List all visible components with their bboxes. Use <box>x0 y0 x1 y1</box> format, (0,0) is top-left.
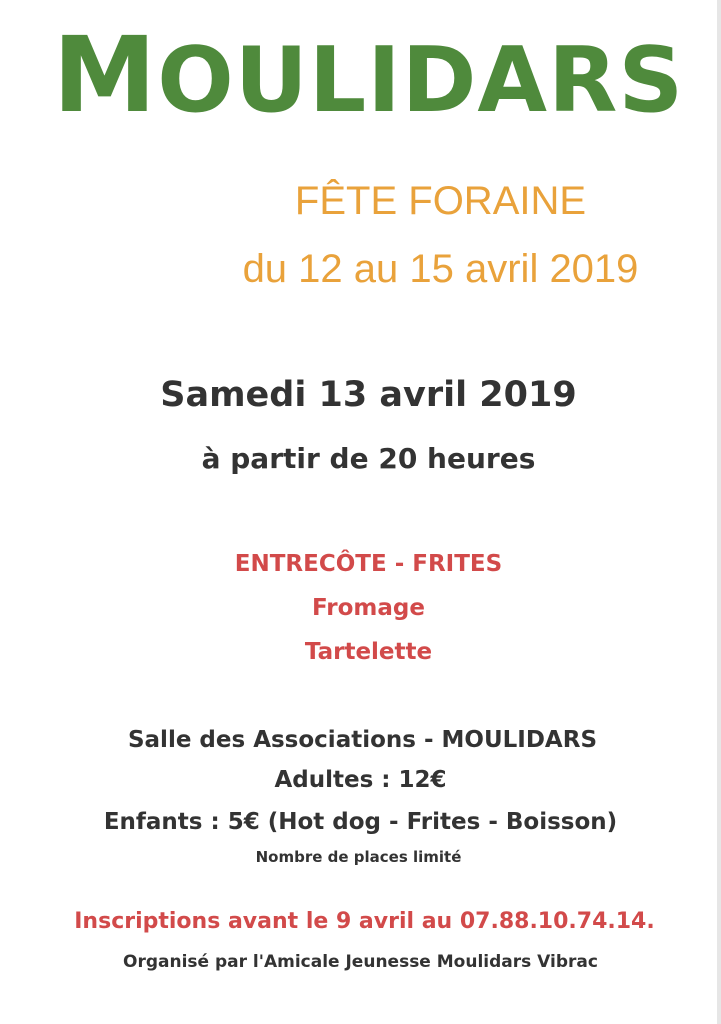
fete-foraine-heading: FÊTE FORAINE <box>294 179 587 223</box>
menu-item-dessert: Tartelette <box>304 639 433 665</box>
fete-dates: du 12 au 15 avril 2019 <box>242 247 639 291</box>
event-date: Samedi 13 avril 2019 <box>160 375 577 415</box>
poster-title-initial: M <box>52 14 158 136</box>
venue: Salle des Associations - MOULIDARS <box>127 727 598 753</box>
event-time: à partir de 20 heures <box>201 442 536 475</box>
adults-price: Adultes : 12€ <box>274 767 447 793</box>
menu-item-cheese: Fromage <box>312 595 425 621</box>
menu-item-main: ENTRECÔTE - FRITES <box>234 551 503 577</box>
registration-info: Inscriptions avant le 9 avril au 07.88.10.74.14. <box>74 909 655 934</box>
limited-seats-note: Nombre de places limité <box>255 848 462 866</box>
children-price: Enfants : 5€ (Hot dog - Frites - Boisson) <box>103 809 618 835</box>
poster-title-rest: OULIDARS <box>157 28 685 133</box>
poster-title <box>8 14 721 136</box>
organizer: Organisé par l'Amicale Jeunesse Moulidars Vibrac <box>123 952 598 972</box>
page-edge <box>717 0 721 1024</box>
